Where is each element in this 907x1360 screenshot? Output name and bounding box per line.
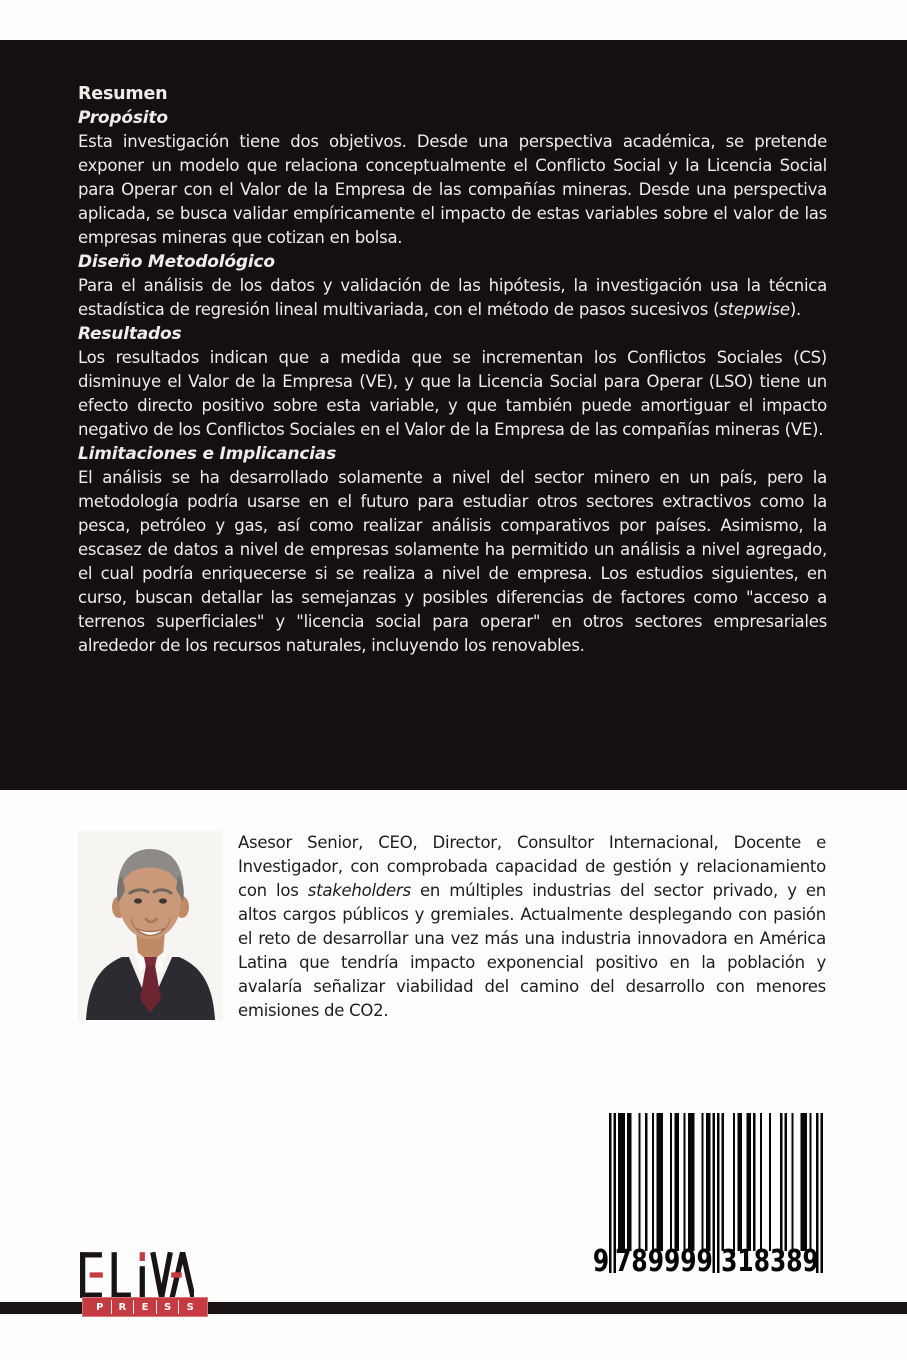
section-text-limitaciones: El análisis se ha desarrollado solamente a nivel del sector minero en un país, pero la metodología podría usarse en el futuro para estudiar otros sectores extractivos como la pesca, petróleo y gas, así como realizar análisis comparativos por países. Asimismo, la escasez de datos a nivel de empresas solamente ha permitido un análisis a nivel agregado, el cual podría enriquecerse si se realiza a nivel de empresa. Los estudios siguientes, en curso, buscan detallar las semejanzas y posibles diferencias de factores como "acceso a terrenos superficiales" y "licencia social para operar" en otros sectores empresariales alrededor de los recursos naturales, incluyendo los renovables. bbox=[78, 468, 827, 655]
eliva-logo bbox=[80, 1252, 194, 1298]
isbn-digits-right: 318389 bbox=[721, 1244, 819, 1279]
section-heading-diseno-metodologico: Diseño Metodológico bbox=[78, 252, 275, 272]
press-letter: E bbox=[134, 1300, 157, 1314]
isbn-digits-left: 789999 bbox=[615, 1244, 713, 1279]
abstract-panel bbox=[0, 40, 907, 790]
press-wordmark bbox=[82, 1297, 208, 1317]
section-text-proposito: Esta investigación tiene dos objetivos. Desde una perspectiva académica, se pretende exponer un modelo que relaciona conceptualmente el Conflicto Social y la Licencia Social para Operar con el Valor de la Empresa de las compañías mineras. Desde una perspectiva aplicada, se busca validar empíricamente el impacto de estas variables sobre el valor de las empresas mineras que cotizan en bolsa. bbox=[78, 132, 827, 247]
author-bio: Asesor Senior, CEO, Director, Consultor Internacional, Docente e Investigador, con comprobada capacidad de gestión y relacionamiento con los stakeholders en múltiples industrias del sector privado, y en altos cargos públicos y gremiales. Actualmente desplegando con pasión el reto de desarrollar una vez más una industria innovadora en América Latina que tendría impacto exponencial positivo en la población y avalaría señalizar viabilidad del camino del desarrollo con menores emisiones de CO2. bbox=[238, 833, 827, 1020]
press-letter: S bbox=[186, 1301, 194, 1313]
section-heading-resultados: Resultados bbox=[78, 324, 182, 344]
abstract-title: Resumen bbox=[78, 84, 168, 104]
section-text-diseno-metodologico: Para el análisis de los datos y validación de las hipótesis, la investigación usa la técnica estadística de regresión lineal multivariada, con el método de pasos sucesivos (stepwise). bbox=[78, 276, 827, 319]
section-text-resultados: Los resultados indican que a medida que se incrementan los Conflictos Sociales (CS) disminuye el Valor de la Empresa (VE), y que la Licencia Social para Operar (LSO) tiene un efecto directo positivo sobre esta variable, y que también puede amortiguar el impacto negativo de los Conflictos Sociales en el Valor de la Empresa de las compañías mineras (VE). bbox=[78, 348, 827, 439]
section-heading-proposito: Propósito bbox=[78, 108, 168, 128]
press-letter: S bbox=[157, 1300, 180, 1314]
author-section bbox=[78, 831, 826, 1023]
section-heading-limitaciones: Limitaciones e Implicancias bbox=[78, 444, 337, 464]
author-portrait-illustration bbox=[78, 831, 223, 1020]
press-letter: P bbox=[89, 1300, 112, 1314]
press-letter: R bbox=[112, 1300, 135, 1314]
isbn-barcode bbox=[592, 1113, 826, 1279]
isbn-digit-prefix: 9 bbox=[592, 1244, 610, 1279]
author-photo bbox=[78, 831, 223, 1020]
